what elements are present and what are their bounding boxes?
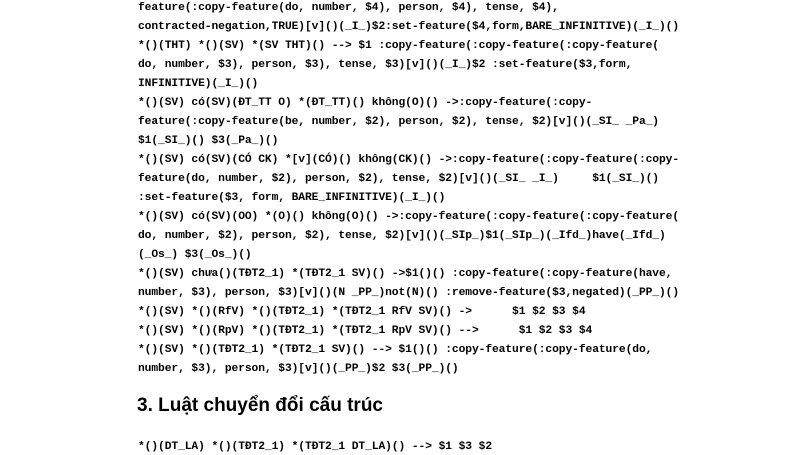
- rule-line-17: *()(SV) *()(RfV) *()(TĐT2_1) *(TĐT2_1 RfV SV)() -> $1 $2 $3 $4: [138, 306, 586, 318]
- rule-line-7: feature(:copy-feature(be, number, $2), person, $2), tense, $2)[v]()(_SI_ _Pa_): [138, 116, 659, 128]
- rule-line-11: :set-feature($3, form, BARE_INFINITIVE)(_I_)(): [138, 192, 446, 204]
- rule-line-3: *()(THT) *()(SV) *(SV THT)() --> $1 :copy-feature(:copy-feature(:copy-feature(: [138, 40, 659, 52]
- rule-line-18: *()(SV) *()(RpV) *()(TĐT2_1) *(TĐT2_1 RpV SV)() --> $1 $2 $3 $4: [138, 325, 593, 337]
- rule-line-13: do, number, $2), person, $2), tense, $2)[v]()(_SIp_)$1(_SIp_)(_Ifd_)have(_Ifd_): [138, 230, 666, 242]
- rule-line-5: INFINITIVE)(_I_)(): [138, 78, 259, 90]
- rule-line-4: do, number, $3), person, $3), tense, $3)[v]()(_I_)$2 :set-feature($3,form,: [138, 59, 633, 71]
- rule-line-1: feature(:copy-feature(do, number, $4), person, $4), tense, $4),: [138, 2, 559, 14]
- rule-line-2: contracted-negation,TRUE)[v]()(_I_)$2:set-feature($4,form,BARE_INFINITIVE)(_I_)(): [138, 21, 680, 33]
- section-heading: 3. Luật chuyển đổi cấu trúc: [137, 395, 383, 416]
- rule-line-21: *()(DT_LA) *()(TĐT2_1) *(TĐT2_1 DT_LA)() --> $1 $3 $2: [138, 441, 492, 453]
- rule-line-20: number, $3), person, $3)[v]()(_PP_)$2 $3(_PP_)(): [138, 363, 459, 375]
- rule-line-10: feature(do, number, $2), person, $2), tense, $2)[v]()(_SI_ _I_) $1(_SI_)(): [138, 173, 659, 185]
- rule-line-19: *()(SV) *()(TĐT2_1) *(TĐT2_1 SV)() --> $1()() :copy-feature(:copy-feature(do,: [138, 344, 653, 356]
- rule-line-6: *()(SV) có(SV)(ĐT_TT O) *(ĐT_TT)() không(O)() ->:copy-feature(:copy-: [138, 97, 593, 109]
- rule-line-12: *()(SV) có(SV)(OO) *(O)() không(O)() ->:copy-feature(:copy-feature(:copy-feature(: [138, 211, 680, 223]
- rule-line-15: *()(SV) chưa()(TĐT2_1) *(TĐT2_1 SV)() ->$1()() :copy-feature(:copy-feature(have,: [138, 268, 673, 280]
- rule-line-9: *()(SV) có(SV)(CÓ CK) *[v](CÓ)() không(CK)() ->:copy-feature(:copy-feature(:copy-: [138, 154, 680, 166]
- rule-line-8: $1(_SI_)() $3(_Pa_)(): [138, 135, 279, 147]
- rule-line-16: number, $3), person, $3)[v]()(N _PP_)not(N)() :remove-feature($3,negated)(_PP_)(): [138, 287, 680, 299]
- rule-line-14: (_Os_) $3(_Os_)(): [138, 249, 252, 261]
